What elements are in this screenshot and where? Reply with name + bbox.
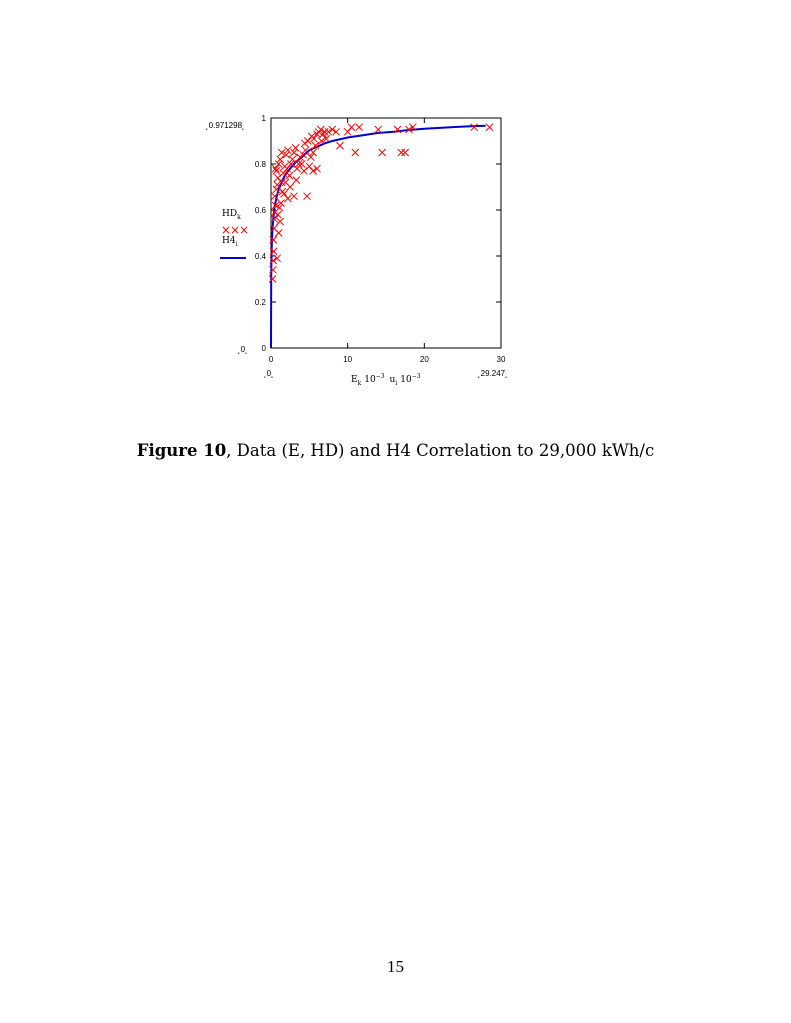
page-number: 15 — [387, 957, 404, 976]
hd-data-point — [333, 128, 340, 135]
y-tick-labels — [255, 114, 267, 353]
hd-data-point — [306, 163, 313, 170]
hd-data-point — [277, 218, 284, 225]
hd-data-point — [287, 184, 294, 191]
legend-h4-label: $H4_i$ — [222, 236, 238, 248]
x-tick-label: 10 — [343, 355, 353, 364]
hd-data-point — [321, 128, 328, 135]
hd-data-point — [329, 126, 336, 133]
hd-data-point — [275, 230, 282, 237]
x-tick-labels — [269, 355, 506, 364]
hd-data-point — [293, 177, 300, 184]
y-tick-label: 0.8 — [254, 160, 266, 169]
y-tick-label: 0.4 — [254, 252, 266, 261]
hd-data-series — [269, 124, 493, 283]
h4-fit-line — [271, 126, 486, 348]
hd-data-point — [348, 124, 355, 131]
y-tick-label: 0 — [261, 344, 266, 353]
hd-data-point — [314, 165, 321, 172]
figure-caption-label: Figure 10 — [136, 441, 227, 460]
legend — [220, 209, 248, 258]
hd-data-point — [356, 124, 363, 131]
hd-data-point — [398, 149, 405, 156]
hd-data-point — [337, 142, 344, 149]
hd-data-point — [310, 167, 317, 174]
hd-data-point — [286, 172, 293, 179]
hd-data-point — [352, 149, 359, 156]
figure-caption — [0, 441, 791, 460]
figure-caption-text: , Data (E, HD) and H4 Correlation to 29,000 kWh/c — [226, 441, 655, 460]
hd-data-point — [344, 128, 351, 135]
hd-data-point — [402, 149, 409, 156]
hd-data-point — [300, 167, 307, 174]
hd-data-point — [274, 255, 281, 262]
hd-data-point — [274, 174, 281, 181]
hd-data-point — [269, 276, 276, 283]
x-axis-label: $E_k$ $10^{-3}$ $u_i$ $10^{-3}$ — [351, 373, 421, 387]
hd-data-point — [284, 195, 291, 202]
x-tick-label: 20 — [419, 355, 429, 364]
hd-data-point — [304, 193, 311, 200]
y-tick-label: 0.2 — [254, 298, 266, 307]
hd-data-point — [379, 149, 386, 156]
y-min-limit-label: ˛0˛ — [238, 345, 248, 354]
y-tick-label: 1 — [261, 114, 266, 123]
hd-data-point — [279, 188, 286, 195]
legend-hd-marker: ××× — [221, 223, 249, 237]
hd-data-point — [301, 140, 308, 147]
x-max-limit-label: ˛29.247˛ — [478, 369, 508, 378]
hd-data-point — [281, 190, 288, 197]
y-max-limit-label: ˛0.971298˛ — [206, 121, 245, 130]
x-min-limit-label: ˛0˛ — [264, 369, 274, 378]
figure-10-chart — [0, 0, 791, 430]
hd-data-point — [291, 193, 298, 200]
hd-data-point — [274, 211, 281, 218]
hd-data-point — [310, 135, 317, 142]
legend-hd-label: $HD_k$ — [222, 209, 241, 221]
y-tick-label: 0.6 — [254, 206, 266, 215]
h4-fit-series — [271, 126, 486, 348]
hd-data-point — [486, 124, 493, 131]
x-tick-label: 0 — [268, 355, 274, 364]
x-tick-label: 30 — [496, 355, 506, 364]
